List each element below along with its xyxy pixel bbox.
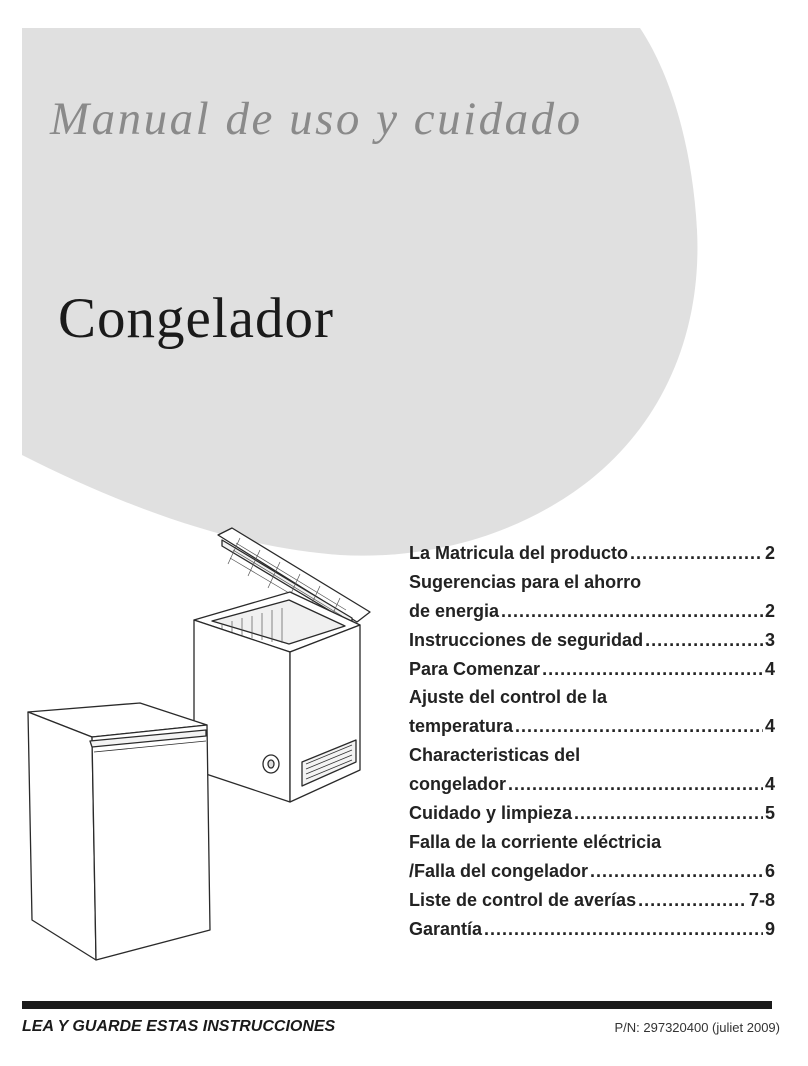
toc-entry [409, 886, 775, 915]
manual-subtitle: Manual de uso y cuidado [50, 93, 583, 145]
part-number: P/N: 297320400 (juliet 2009) [614, 1020, 780, 1035]
toc-entry [409, 597, 775, 626]
toc-entry [409, 799, 775, 828]
toc-entry-title: Garantía [409, 918, 483, 939]
toc-entry-title: temperatura [409, 716, 514, 737]
toc-leader [574, 799, 763, 828]
toc-entry [409, 568, 775, 597]
toc-entry-title: de energia [409, 600, 500, 621]
footer-rule [22, 1001, 772, 1009]
toc-leader [638, 886, 747, 915]
toc-entry [409, 915, 775, 944]
toc-entry-title: Ajuste del control de la [409, 687, 608, 708]
toc-entry-title: Instrucciones de seguridad [409, 629, 644, 650]
upright-freezer-illustration [28, 703, 210, 960]
toc-entry [409, 539, 775, 568]
toc-leader [508, 770, 763, 799]
toc-leader [501, 597, 763, 626]
toc-leader [645, 626, 763, 655]
toc-entry [409, 712, 775, 741]
toc-entry [409, 683, 775, 712]
toc-leader [630, 539, 763, 568]
read-and-save-notice: LEA Y GUARDE ESTAS INSTRUCCIONES [22, 1018, 336, 1035]
toc-page-number: 5 [764, 803, 775, 824]
toc-entry-title: Cuidado y limpieza [409, 803, 573, 824]
toc-page-number: 6 [764, 860, 775, 881]
toc-page-number: 2 [764, 600, 775, 621]
toc-leader [590, 857, 763, 886]
toc-entry-title: Sugerencias para el ahorro [409, 571, 642, 592]
toc-page-number: 2 [764, 543, 775, 563]
toc-entry [409, 626, 775, 655]
chest-freezer-illustration [194, 528, 370, 802]
toc-page-number: 4 [764, 716, 775, 737]
toc-entry-title: La Matricula del producto [409, 543, 629, 563]
toc-page-number: 3 [764, 629, 775, 650]
toc-entry [409, 828, 775, 857]
toc-entry [409, 741, 775, 770]
toc-leader [484, 915, 763, 944]
toc-entry [409, 857, 775, 886]
toc-entry-title: /Falla del congelador [409, 860, 589, 881]
toc-page-number: 9 [764, 918, 775, 939]
toc-leader [542, 655, 763, 684]
toc-entry [409, 770, 775, 799]
toc-entry [409, 655, 775, 684]
toc-entry-title: congelador [409, 774, 507, 795]
toc-leader [515, 712, 763, 741]
toc-entry-title: Liste de control de averías [409, 889, 637, 910]
toc-entry-title: Falla de la corriente eléctricia [409, 831, 662, 852]
toc-page-number: 4 [764, 658, 775, 679]
product-title: Congelador [58, 287, 334, 350]
toc-entry-title: Characteristicas del [409, 745, 581, 766]
toc-page-number: 7-8 [748, 889, 775, 910]
toc-entry-title: Para Comenzar [409, 658, 541, 679]
toc-page-number: 4 [764, 774, 775, 795]
table-of-contents [409, 539, 775, 943]
